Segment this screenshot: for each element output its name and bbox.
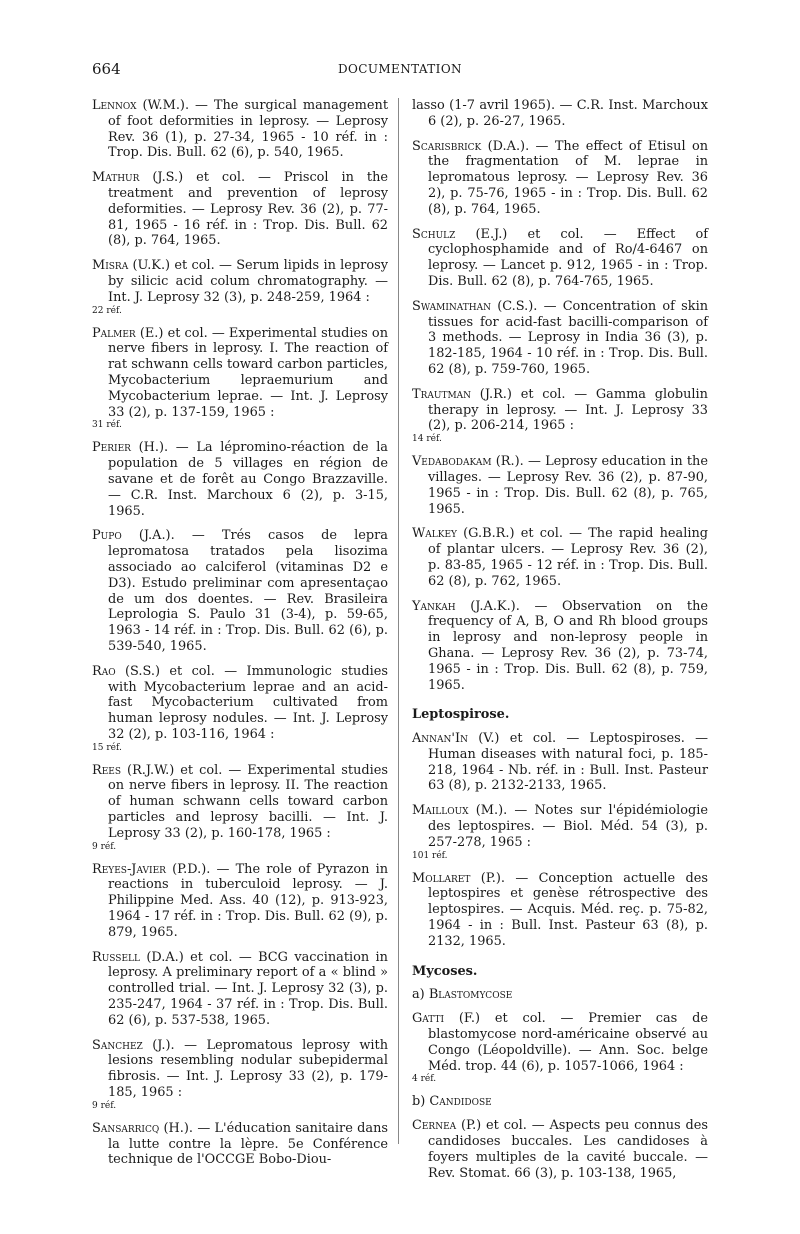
entry-author: Misra (U.K.)	[92, 258, 171, 274]
blastomycose-entries	[412, 1011, 708, 1085]
bibliography-entry	[412, 599, 708, 694]
entry-author: Reyes-Javier (P.D.).	[92, 861, 211, 877]
entry-text: et col. — Experimental studies on nerve fibers in leprosy. II. The reaction of human schwann cells toward carbon particles and leprosy bacilli. — Int. J. Leprosy 33 (2), p. 160-178, 1965 :	[108, 762, 389, 841]
bibliography-entry	[92, 1038, 388, 1112]
entry-author: Sansarricq (H.).	[92, 1120, 194, 1136]
entry-author: Mailloux (M.).	[412, 803, 508, 819]
entry-author: Gatti (F.)	[412, 1011, 480, 1027]
bibliography-entry	[92, 98, 388, 161]
bibliography-entry	[412, 526, 708, 589]
bibliography-entry	[92, 528, 388, 654]
entry-text: et col. — Immunologic studies with Mycobacterium leprae and an acid-fast Mycobacterium cultivated from human leprosy nodules. — Int. J. Leprosy 32 (2), p. 103-116, 1964 :	[108, 663, 388, 742]
entry-author: Rao (S.S.)	[92, 663, 160, 679]
entry-text: — La lépromino-réaction de la population de 5 villages en région de savane et de forêt au Congo Brazzaville. — C.R. Inst. Marchoux 6 (2), p. 3-15, 1965.	[108, 440, 388, 519]
bibliography-entry	[412, 454, 708, 517]
entry-author: Palmer (E.)	[92, 325, 164, 341]
bibliography-entry	[92, 664, 388, 754]
entry-reference-count: 22 réf.	[92, 305, 122, 316]
section-heading-leptospirose: Leptospirose.	[412, 707, 510, 723]
entry-reference-count: 101 réf.	[412, 850, 448, 861]
entry-author: Russell (D.A.)	[92, 949, 184, 965]
entry-text: et col. — Gamma globulin therapy in leprosy. — Int. J. Leprosy 33 (2), p. 206-214, 1965 :	[428, 386, 708, 434]
subsection-title: Candidose	[429, 1094, 492, 1110]
entry-text: lasso (1-7 avril 1965). — C.R. Inst. Marchoux 6 (2), p. 26-27, 1965.	[412, 98, 708, 129]
bibliography-entry	[92, 763, 388, 853]
entry-text: et col. — Serum lipids in leprosy by silicic acid colum chromatography. — Int. J. Leprosy 32 (3), p. 248-259, 1964 :	[108, 258, 389, 305]
bibliography-entry	[412, 1118, 708, 1181]
bibliography-entry	[92, 862, 388, 941]
entry-text: — The surgical management of foot deformities in leprosy. — Leprosy Rev. 36 (1), p. 27-34, 1965 - 10 réf. in : Trop. Dis. Bull. 62 (6), p. 540, 1965.	[108, 98, 388, 161]
entry-reference-count: 31 réf.	[92, 420, 122, 431]
entry-text: — Notes sur l'épidémiologie des leptospires. — Biol. Méd. 54 (3), p. 257-278, 1965 :	[428, 803, 708, 850]
entry-text: et col. — Effect of cyclophosphamide and of Ro/4-6467 on leprosy. — Lancet p. 912, 1965 - in : Trop. Dis. Bull. 62 (8), p. 764-765, 1965.	[428, 226, 708, 289]
entry-text: et col. — Experimental studies on nerve fibers in leprosy. I. The reaction of rat schwann cells toward carbon particles, Mycobacterium lepraemurium and Mycobacterium leprae. — Int. J. Leprosy 33 (2), p. 137-159, 1965 :	[108, 325, 388, 420]
entry-author: Schulz (E.J.)	[412, 226, 508, 242]
bibliography-entry	[412, 98, 708, 130]
entry-text: — Observation on the frequency of A, B, O and Rh blood groups in leprosy and non-leprosy people in Ghana. — Leprosy Rev. 36 (2), p. 73-74, 1965 - in : Trop. Dis. Bull. 62 (8), p. 759, 1965.	[428, 598, 708, 693]
entry-text: et col. — Premier cas de blastomycose nord-américaine observé au Congo (Léopoldville). — Ann. Soc. belge Méd. trop. 44 (6), p. 1057-1066, 1964 :	[428, 1011, 708, 1074]
candidose-entries	[412, 1118, 708, 1181]
entry-author: Mollaret (P.).	[412, 870, 506, 886]
entry-text: — The role of Pyrazon in reactions in tuberculoid leprosy. — J. Philippine Med. Ass. 40 (12), p. 913-923, 1964 - 17 réf. in : Trop. Dis. Bull. 62 (9), p. 879, 1965.	[108, 861, 389, 940]
bibliography-entry	[92, 170, 388, 249]
subsection-heading-blastomycose	[412, 987, 708, 1003]
bibliography-entry	[412, 299, 708, 378]
entry-author: Mathur (J.S.)	[92, 170, 184, 186]
entry-text: — L'éducation sanitaire dans la lutte contre la lèpre. 5e Conférence technique de l'OCCGE Bobo-Diou-	[108, 1120, 388, 1168]
entry-author: Pupo (J.A.).	[92, 528, 175, 544]
column-divider	[398, 98, 399, 1144]
entry-text: et col. — Aspects peu connus des candidoses buccales. Les candidoses à foyers multiples de la cavité buccale. — Rev. Stomat. 66 (3), p. 103-138, 1965,	[428, 1118, 708, 1181]
entry-author: Trautman (J.R.)	[412, 386, 512, 402]
entry-reference-count: 9 réf.	[92, 1100, 117, 1111]
bibliography-entry	[412, 227, 708, 290]
entry-author: Vedabodakam (R.).	[412, 454, 524, 470]
entry-text: — Leprosy education in the villages. — Leprosy Rev. 36 (2), p. 87-90, 1965 - in : Trop. Dis. Bull. 62 (8), p. 765, 1965.	[428, 454, 708, 517]
entry-text: — Trés casos de lepra lepromatosa tratados pela lisozima associado ao calciferol (vitaminas D2 e D3). Estudo preliminar com apresentaçao de um dos doentes. — Rev. Brasileira Leprologia S. Paulo 31 (3-4), p. 59-65, 1963 - 14 réf. in : Trop. Dis. Bull. 62 (6), p. 539-540, 1965.	[108, 528, 388, 654]
page-header	[92, 60, 708, 84]
entry-reference-count: 9 réf.	[92, 841, 117, 852]
bibliography-entry	[412, 731, 708, 794]
section-heading-mycoses: Mycoses.	[412, 963, 478, 979]
bibliography-entry	[412, 139, 708, 218]
leptospirose-entries	[412, 731, 708, 950]
entry-text: et col. — Priscol in the treatment and prevention of leprosy deformities. — Leprosy Rev. 36 (2), p. 77-81, 1965 - 16 réf. in : Trop. Dis. Bull. 62 (8), p. 764, 1965.	[108, 170, 388, 249]
bibliography-entry	[92, 258, 388, 316]
subsection-heading-candidose	[412, 1094, 708, 1110]
right-column-entries	[412, 98, 708, 693]
entry-text: — Lepromatous leprosy with lesions resembling nodular subepidermal fibrosis. — Int. J. Leprosy 33 (2), p. 179-185, 1965 :	[108, 1037, 389, 1101]
bibliography-entry	[412, 387, 708, 445]
entry-reference-count: 4 réf.	[412, 1074, 437, 1085]
subsection-prefix: b)	[412, 1094, 430, 1110]
entry-author: Rees (R.J.W.)	[92, 762, 175, 778]
bibliography-entry	[92, 950, 388, 1029]
entry-text: et col. — Leptospiroses. — Human diseases with natural foci, p. 185-218, 1964 - Nb. réf. in : Bull. Inst. Pasteur 63 (8), p. 2132-2133, 1965.	[428, 731, 708, 794]
entry-author: Walkey (G.B.R.)	[412, 526, 515, 542]
entry-author: Sanchez (J.).	[92, 1037, 175, 1053]
subsection-title: Blastomycose	[428, 987, 513, 1003]
left-column	[92, 98, 388, 1177]
entry-reference-count: 14 réf.	[412, 434, 442, 445]
subsection-prefix: a)	[412, 987, 429, 1003]
entry-author: Perier (H.).	[92, 440, 169, 456]
entry-author: Scarisbrick (D.A.).	[412, 138, 530, 154]
entry-author: Lennox (W.M.).	[92, 98, 190, 113]
bibliography-entry	[92, 440, 388, 519]
entry-author: Cernea (P.)	[412, 1118, 482, 1134]
bibliography-entry	[412, 803, 708, 861]
entry-text: et col. — BCG vaccination in leprosy. A preliminary report of a « blind » controlled trial. — Int. J. Leprosy 32 (3), p. 235-247, 1964 - 37 réf. in : Trop. Dis. Bull. 62 (6), p. 537-538, 1965.	[108, 949, 388, 1028]
entry-reference-count: 15 réf.	[92, 742, 122, 753]
bibliography-entry	[92, 1121, 388, 1168]
bibliography-entry	[412, 871, 708, 950]
entry-author: Yankah (J.A.K.).	[412, 598, 520, 614]
entry-text: — Conception actuelle des leptospires et genèse rétrospective des leptospires. — Acquis. Méd. reç. p. 75-82, 1964 - in : Bull. Inst. Pasteur 63 (8), p. 2132, 1965.	[428, 870, 709, 949]
bibliography-entry	[412, 1011, 708, 1085]
bibliography-entry	[92, 326, 388, 432]
running-title: DOCUMENTATION	[338, 62, 462, 76]
entry-author: Swaminathan (C.S.).	[412, 298, 538, 314]
right-column	[412, 98, 708, 1190]
entry-text: et col. — The rapid healing of plantar ulcers. — Leprosy Rev. 36 (2), p. 83-85, 1965 - 12 réf. in : Trop. Dis. Bull. 62 (8), p. 762, 1965.	[428, 526, 708, 589]
entry-text: — Concentration of skin tissues for acid-fast bacilli-comparison of 3 methods. — Leprosy in India 36 (3), p. 182-185, 1964 - 10 réf. in : Trop. Dis. Bull. 62 (8), p. 759-760, 1965.	[428, 298, 708, 377]
entry-author: Annan'In (V.)	[412, 731, 500, 747]
entry-text: — The effect of Etisul on the fragmentation of M. leprae in lepromatous leprosy. — Leprosy Rev. 36 2), p. 75-76, 1965 - in : Trop. Dis. Bull. 62 (8), p. 764, 1965.	[428, 138, 709, 217]
page-number: 664	[92, 60, 121, 78]
